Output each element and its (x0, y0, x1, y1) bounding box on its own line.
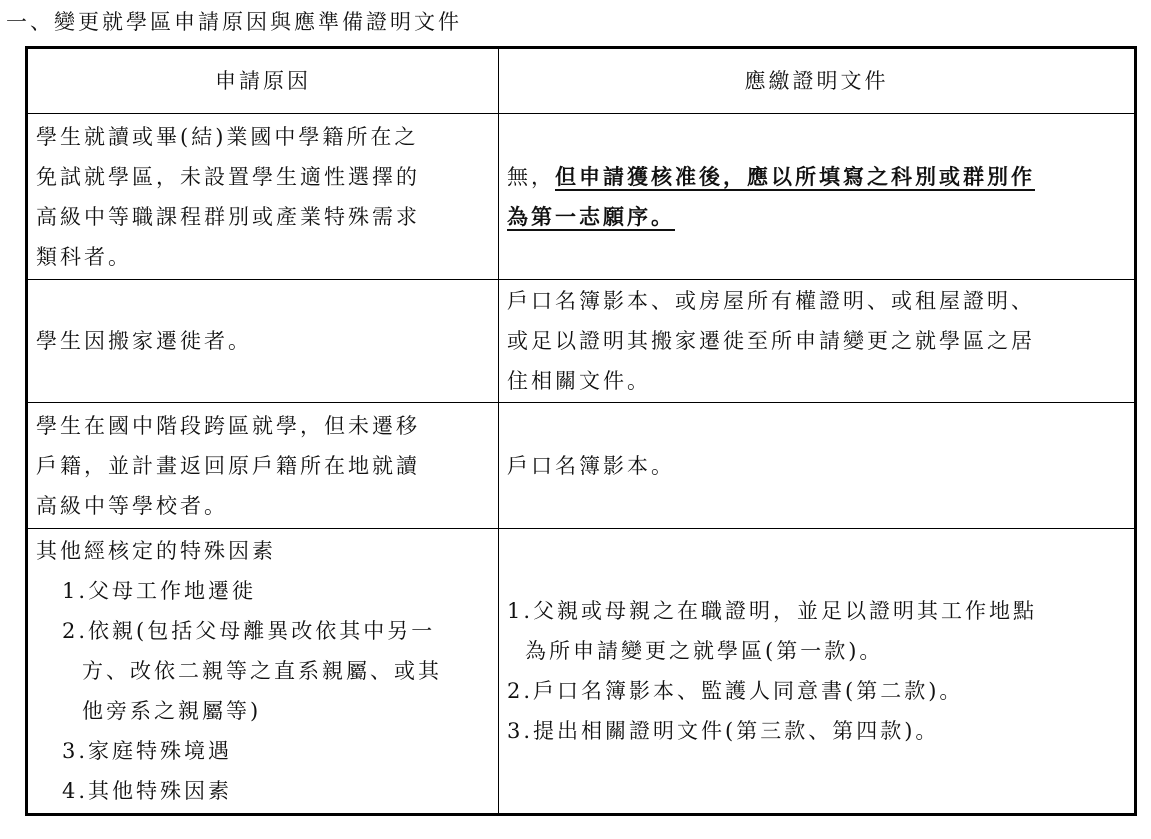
reason-item: 3.家庭特殊境遇 (62, 739, 233, 763)
document-line: 戶口名簿影本、或房屋所有權證明、或租屋證明、 (507, 289, 1035, 313)
document-line: 為所申請變更之就學區(第一款)。 (525, 639, 884, 663)
table-row (27, 114, 1136, 280)
document-cell (499, 403, 1136, 529)
document-line: 住相關文件。 (507, 369, 651, 393)
reason-line: 學生就讀或畢(結)業國中學籍所在之 (36, 124, 419, 149)
reason-item: 方、改依二親等之直系親屬、或其 (82, 659, 442, 683)
reason-title: 其他經核定的特殊因素 (36, 539, 276, 563)
document-line: 或足以證明其搬家遷徙至所申請變更之就學區之居 (507, 329, 1035, 353)
reason-cell (27, 114, 499, 280)
reason-line: 學生因搬家遷徙者。 (36, 329, 252, 353)
document-line (507, 197, 1126, 237)
header-reason: 申請原因 (27, 48, 499, 114)
document-cell (499, 114, 1136, 280)
document-line: 1.父親或母親之在職證明，並足以證明其工作地點 (507, 599, 1038, 623)
reason-line: 高級中等職課程群別或產業特殊需求 (36, 204, 420, 229)
reason-item: 2.依親(包括父母離異改依其中另一 (62, 619, 436, 643)
document-emphasis: 但申請獲核准後，應以所填寫之科別或群別作 (555, 163, 1035, 189)
header-documents: 應繳證明文件 (499, 48, 1136, 114)
reason-line: 免試就學區，未設置學生適性選擇的 (36, 164, 420, 189)
requirements-table (25, 46, 1137, 816)
document-line (507, 157, 1126, 197)
document-cell (499, 280, 1136, 403)
table-row (27, 403, 1136, 529)
table-header-row (27, 48, 1136, 114)
document-line: 3.提出相關證明文件(第三款、第四款)。 (507, 719, 940, 743)
reason-line: 類科者。 (36, 244, 132, 269)
document-cell (499, 529, 1136, 815)
reason-item: 4.其他特殊因素 (62, 779, 233, 803)
reason-line: 戶籍，並計畫返回原戶籍所在地就讀 (36, 453, 420, 478)
reason-item: 他旁系之親屬等) (82, 699, 262, 723)
reason-item: 1.父母工作地遷徙 (62, 579, 257, 603)
reason-line: 學生在國中階段跨區就學，但未遷移 (36, 413, 420, 438)
reason-cell (27, 280, 499, 403)
document-prefix: 無， (507, 164, 555, 189)
document-emphasis: 為第一志願序。 (507, 203, 675, 229)
table-row (27, 529, 1136, 815)
document-line: 2.戶口名簿影本、監護人同意書(第二款)。 (507, 679, 964, 703)
document-line: 戶口名簿影本。 (507, 453, 675, 478)
section-title: 一、變更就學區申請原因與應準備證明文件 (6, 10, 462, 34)
table-row (27, 280, 1136, 403)
reason-cell (27, 529, 499, 815)
reason-line: 高級中等學校者。 (36, 493, 228, 518)
reason-cell (27, 403, 499, 529)
